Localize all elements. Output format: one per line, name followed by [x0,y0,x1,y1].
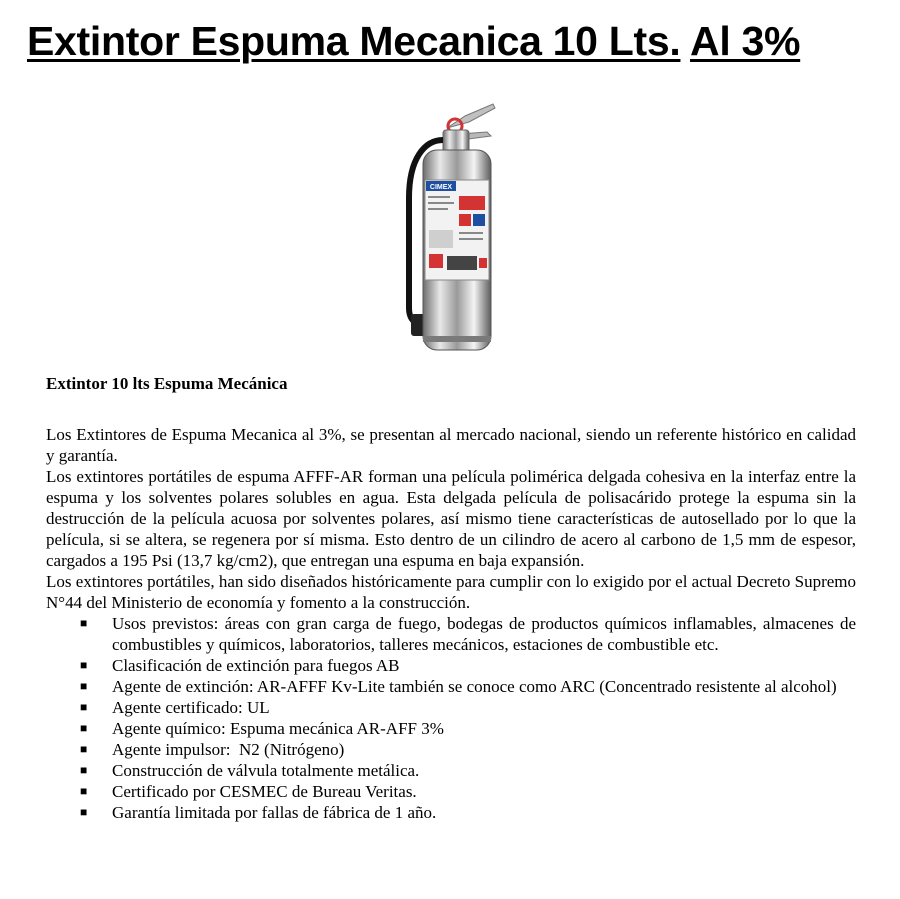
description-paragraph: Los extintores portátiles de espuma AFFF-AR forman una película polimérica delgada cohesiva en la interfaz entre la espuma y los solventes polares solubles en agua. Esta delgada película de polisacárido protege la espuma sin la destrucción de la película acuosa por solventes polares, así mismo tiene características de autosellado por lo que la película, si se altera, se regenera por sí misma. Esto dentro de un cilindro de acero al carbono de 1,5 mm de espesor, cargados a 195 Psi (13,7 kg/cm2), que entregan una espuma en baja expansión. [46,467,856,570]
product-description [46,424,856,823]
bullet-icon: ■ [80,784,88,798]
title-suffix: Al 3% [690,18,801,64]
page-title [27,18,800,65]
extinguisher-label-brand: CIMEX [429,184,453,191]
feature-text: Clasificación de extinción para fuegos AB [112,656,400,675]
bullet-icon: ■ [80,616,88,630]
bullet-icon: ■ [80,700,88,714]
feature-item [46,613,856,655]
feature-text: Agente químico: Espuma mecánica AR-AFF 3% [112,719,444,738]
feature-item [46,802,856,823]
feature-text: Garantía limitada por fallas de fábrica de 1 año. [112,803,437,822]
feature-item [46,781,856,802]
feature-text: Agente impulsor: N2 (Nitrógeno) [112,740,345,759]
feature-list [46,613,856,823]
feature-item [46,718,856,739]
bullet-icon: ■ [80,742,88,756]
bullet-icon: ■ [80,721,88,735]
feature-text: Construcción de válvula totalmente metálica. [112,761,420,780]
feature-item [46,655,856,676]
feature-text: Agente certificado: UL [112,698,270,717]
bullet-icon: ■ [80,658,88,672]
feature-item [46,676,856,697]
feature-text: Certificado por CESMEC de Bureau Veritas. [112,782,417,801]
feature-item [46,697,856,718]
bullet-icon: ■ [80,805,88,819]
description-paragraph: Los extintores portátiles, han sido diseñados históricamente para cumplir con lo exigido por el actual Decreto Supremo N°44 del Ministerio de economía y fomento a la construcción. [46,572,856,612]
feature-text: Agente de extinción: AR-AFFF Kv-Lite también se conoce como ARC (Concentrado resistente al alcohol) [112,677,837,696]
feature-item [46,760,856,781]
fire-extinguisher-image [395,98,505,360]
description-paragraph: Los Extintores de Espuma Mecanica al 3%, se presentan al mercado nacional, siendo un referente histórico en calidad y garantía. [46,425,856,465]
bullet-icon: ■ [80,763,88,777]
feature-text: Usos previstos: áreas con gran carga de fuego, bodegas de productos químicos inflamables, almacenes de combustibles y químicos, laboratorios, talleres mecánicos, estaciones de combustible etc. [112,614,856,654]
product-heading: Extintor 10 lts Espuma Mecánica [46,374,288,393]
bullet-icon: ■ [80,679,88,693]
feature-item [46,739,856,760]
title-main: Extintor Espuma Mecanica 10 Lts. [27,18,681,64]
